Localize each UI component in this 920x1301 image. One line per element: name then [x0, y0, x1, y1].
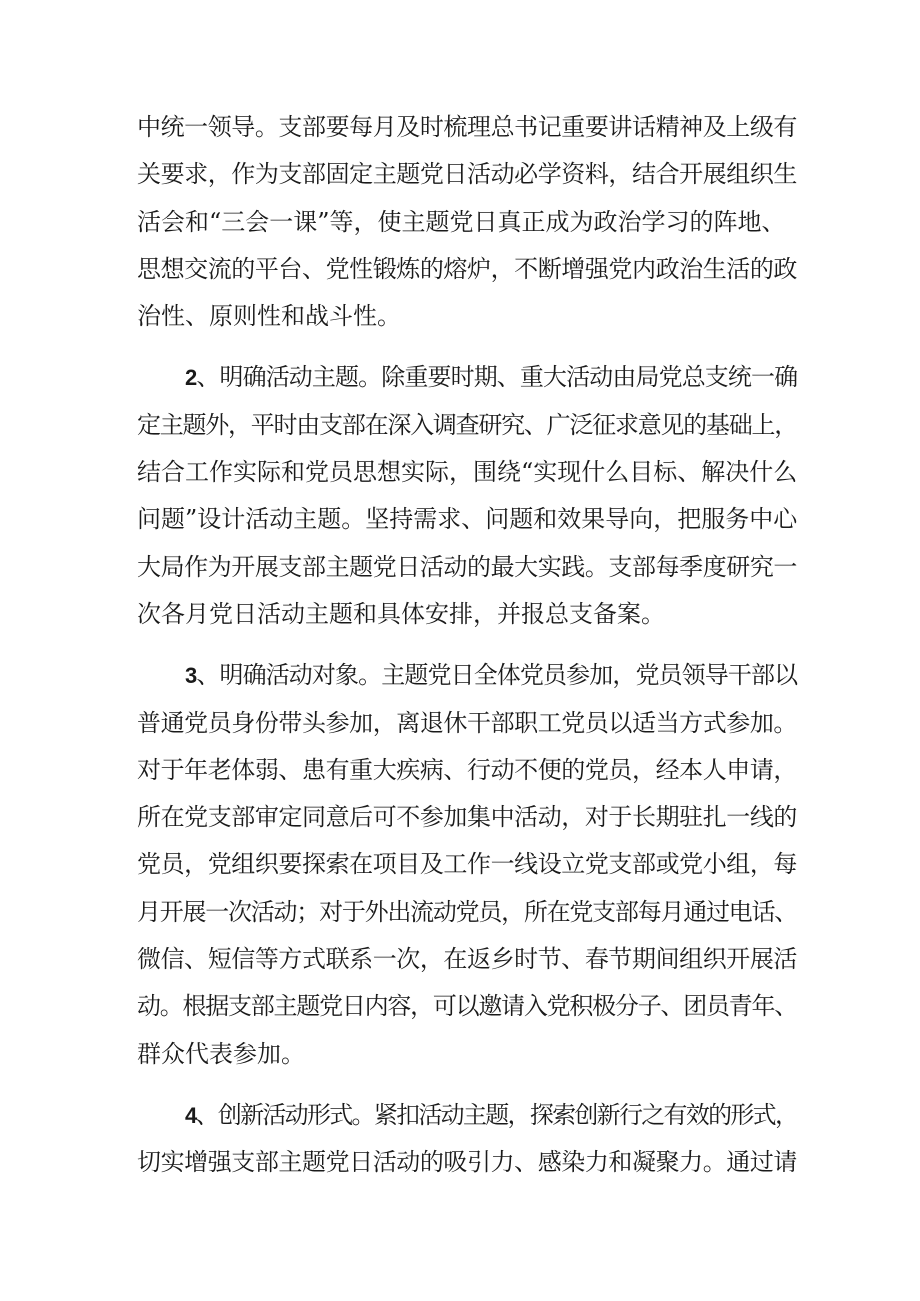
text-line: 切实增强支部主题党日活动的吸引力、感染力和凝聚力。通过请 — [137, 1148, 797, 1177]
paragraph-spacer — [137, 340, 797, 354]
text-line: 问题”设计活动主题。坚持需求、问题和效果导向，把服务中心 — [137, 505, 798, 534]
item-number: 3 — [185, 663, 197, 689]
text-line: 大局作为开展支部主题党日活动的最大实践。支部每季度研究一 — [137, 552, 797, 581]
text-line: 结合工作实际和党员思想实际，围绕“实现什么目标、解决什么 — [137, 458, 798, 487]
paragraph-2 — [137, 354, 797, 638]
paragraph-first-line — [137, 354, 797, 401]
text-line: 活会和“三会一课”等，使主题党日真正成为政治学习的阵地、 — [137, 207, 786, 236]
paragraph-spacer — [137, 638, 797, 652]
text-line: 所在党支部审定同意后可不参加集中活动，对于长期驻扎一线的 — [137, 803, 797, 832]
text-line: 、创新活动形式。紧扣活动主题，探索创新行之有效的形式， — [195, 1100, 798, 1129]
paragraph-first-line — [137, 1092, 797, 1139]
text-line: 治性、原则性和战斗性。 — [137, 302, 401, 331]
text-line: 次各月党日活动主题和具体安排，并报总支备案。 — [137, 599, 665, 628]
paragraph-spacer — [137, 1078, 797, 1092]
item-number: 4 — [185, 1102, 196, 1128]
paragraph-4 — [137, 1092, 797, 1187]
text-line: 、明确活动对象。主题党日全体党员参加，党员领导干部以 — [196, 661, 798, 690]
text-line: 动。根据支部主题党日内容，可以邀请入党积极分子、团员青年、 — [137, 992, 797, 1021]
text-line: 对于年老体弱、患有重大疾病、行动不便的党员，经本人申请， — [137, 755, 797, 784]
text-line: 普通党员身份带头参加，离退休干部职工党员以适当方式参加。 — [137, 708, 797, 737]
text-line: 关要求，作为支部固定主题党日活动必学资料，结合开展组织生 — [137, 160, 797, 189]
text-line: 党员，党组织要探索在项目及工作一线设立党支部或党小组，每 — [137, 850, 797, 879]
text-line: 群众代表参加。 — [137, 1039, 305, 1068]
item-number: 2 — [185, 365, 197, 391]
paragraph-first-line — [137, 652, 797, 699]
text-line: 月开展一次活动；对于外出流动党员，所在党支部每月通过电话、 — [137, 897, 797, 926]
paragraph-1 — [137, 104, 797, 340]
text-line: 微信、短信等方式联系一次，在返乡时节、春节期间组织开展活 — [137, 945, 797, 974]
text-line: 中统一领导。支部要每月及时梳理总书记重要讲话精神及上级有 — [137, 113, 797, 141]
text-line: 定主题外，平时由支部在深入调查研究、广泛征求意见的基础上， — [137, 410, 797, 439]
document-body — [137, 104, 797, 1187]
text-line: 思想交流的平台、党性锻炼的熔炉，不断增强党内政治生活的政 — [137, 254, 797, 283]
paragraph-3 — [137, 652, 797, 1078]
text-line: 、明确活动主题。除重要时期、重大活动由局党总支统一确 — [196, 363, 798, 392]
